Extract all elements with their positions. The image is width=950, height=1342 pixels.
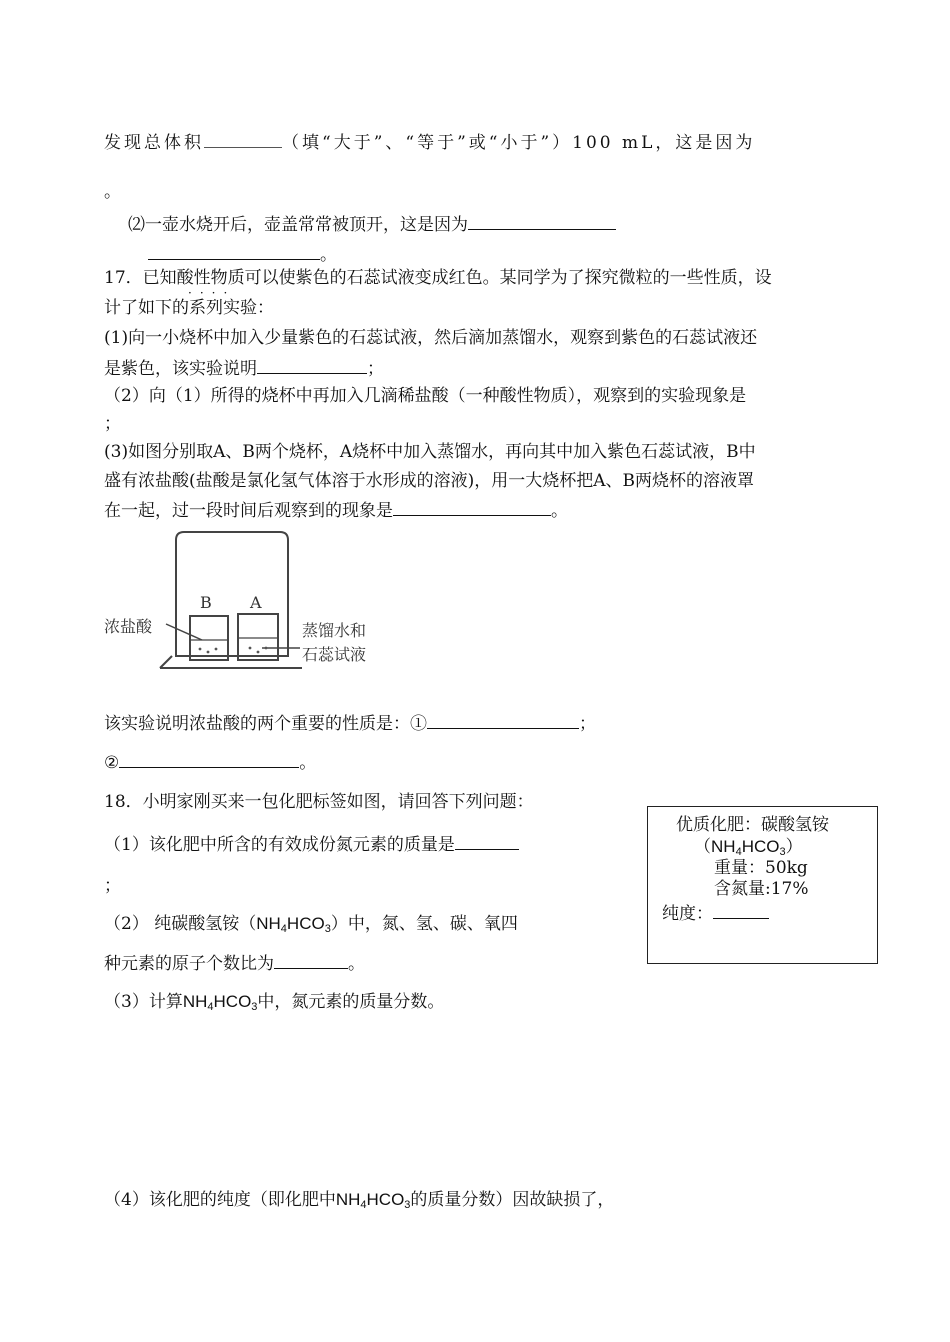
label-a: A [250, 593, 262, 612]
label-purity [662, 902, 769, 925]
label-weight: 重量：50kg [714, 858, 808, 878]
label-formula: $(NH_4HCO_3)$ [694, 837, 803, 858]
q17-p2-line2: ； [104, 414, 121, 434]
q17-p3-line1: (3)如图分别取A、B两个烧杯，A烧杯中加入蒸馏水，再向其中加入紫色石蕊试液，B中 [104, 442, 756, 462]
q16-line1 [104, 131, 755, 154]
q18-p1 [104, 833, 519, 856]
q16-part2-cont [148, 243, 337, 266]
q18-p2-text-b: ）中，氮、氢、碳、氧四 [330, 914, 518, 934]
q18-p4 [104, 1189, 614, 1211]
q17-intro-line1: 17．已知酸性物质可以使紫色的石蕊试液变成红色。某同学为了探究微粒的一些性质，设 [104, 268, 772, 288]
answer-blank [468, 213, 616, 230]
q17-p1-line1: (1)向一小烧杯中加入少量紫色的石蕊试液，然后滴加蒸馏水，观察到紫色的石蕊试液还 [104, 328, 758, 348]
q16-text-a: 发现总体积 [104, 133, 204, 153]
pointer-b [166, 624, 202, 640]
q18-p2-line2-end: 。 [348, 954, 365, 974]
label-purity-text: 纯度： [662, 904, 713, 924]
label-b: B [200, 593, 212, 612]
q18-p1-end: ； [104, 876, 121, 896]
q17-p1-end: ； [367, 359, 384, 379]
q18-p1-text: （1）该化肥中所含的有效成份氮元素的质量是 [104, 835, 455, 855]
answer-blank [427, 712, 579, 729]
q17-conclusion-end: ； [579, 714, 596, 734]
q17-p1-line2 [104, 357, 384, 380]
answer-blank [148, 243, 320, 260]
q18-intro: 18．小明家刚买来一包化肥标签如图，请回答下列问题： [104, 792, 534, 812]
q17-circ2: ② [104, 753, 120, 773]
label-nitrogen: 含氮量:17% [714, 879, 809, 899]
answer-blank [713, 902, 769, 919]
label-litmus: 石蕊试液 [302, 645, 367, 664]
q18-p3-text-a: （3）计算 [104, 992, 183, 1012]
q17-p1-text: 是紫色，该实验说明 [104, 359, 257, 379]
q18-p2-line1 [104, 913, 518, 935]
q17-p3-line3 [104, 499, 568, 522]
q17-conclusion-line1 [104, 712, 596, 735]
formula: $NH_4HCO_3$ [182, 992, 258, 1013]
q17-circ2-end: 。 [299, 753, 317, 773]
formula: $NH_4HCO_3$ [335, 1190, 411, 1211]
q17-conclusion-text: 该实验说明浓盐酸的两个重要的性质是：① [104, 714, 427, 734]
q18-p2-line2-text: 种元素的原子个数比为 [104, 954, 274, 974]
q18-p2-text-a: （2） 纯碳酸氢铵（ [104, 914, 257, 934]
q16-part2 [128, 213, 616, 236]
q17-intro-line2: 计了如下的系列实验： [104, 298, 274, 318]
q16-text-b: （填“大于”、“等于”或“小于”）100 mL，这是因为 [282, 133, 756, 153]
answer-blank [274, 952, 348, 969]
q18-p3-text-b: 中，氮元素的质量分数。 [257, 992, 445, 1012]
q17-conclusion-line2 [104, 751, 316, 774]
answer-blank [393, 499, 551, 516]
q17-p3-line2: 盛有浓盐酸(盐酸是氯化氢气体溶于水形成的溶液)，用一大烧杯把A、B两烧杯的溶液罩 [104, 471, 755, 491]
answer-blank [204, 131, 282, 148]
answer-blank [257, 357, 367, 374]
answer-blank [455, 833, 519, 850]
q17-p2-line1: （2）向（1）所得的烧杯中再加入几滴稀盐酸（一种酸性物质），观察到的实验现象是 [104, 386, 747, 406]
label-hcl: 浓盐酸 [104, 617, 153, 636]
q16-part2-end: 。 [320, 245, 337, 265]
experiment-diagram [104, 528, 394, 673]
q18-p3 [104, 991, 444, 1013]
label-water: 蒸馏水和 [302, 621, 367, 640]
q18-p2-line2 [104, 952, 365, 975]
emphasis-dots: ···· [188, 286, 236, 300]
fertilizer-label [647, 806, 878, 964]
answer-blank [119, 751, 299, 768]
q16-part2-text: ⑵一壶水烧开后，壶盖常常被顶开，这是因为 [128, 215, 468, 235]
formula: $NH_4HCO_3$ [256, 914, 331, 935]
q17-p3-end: 。 [551, 501, 568, 521]
q18-p4-text-b: 的质量分数）因故缺损了， [410, 1190, 615, 1210]
q18-p4-text-a: （4）该化肥的纯度（即化肥中 [104, 1190, 336, 1210]
label-title: 优质化肥：碳酸氢铵 [676, 815, 829, 835]
q16-line2: 。 [104, 182, 121, 202]
q17-p3-text: 在一起，过一段时间后观察到的现象是 [104, 501, 393, 521]
